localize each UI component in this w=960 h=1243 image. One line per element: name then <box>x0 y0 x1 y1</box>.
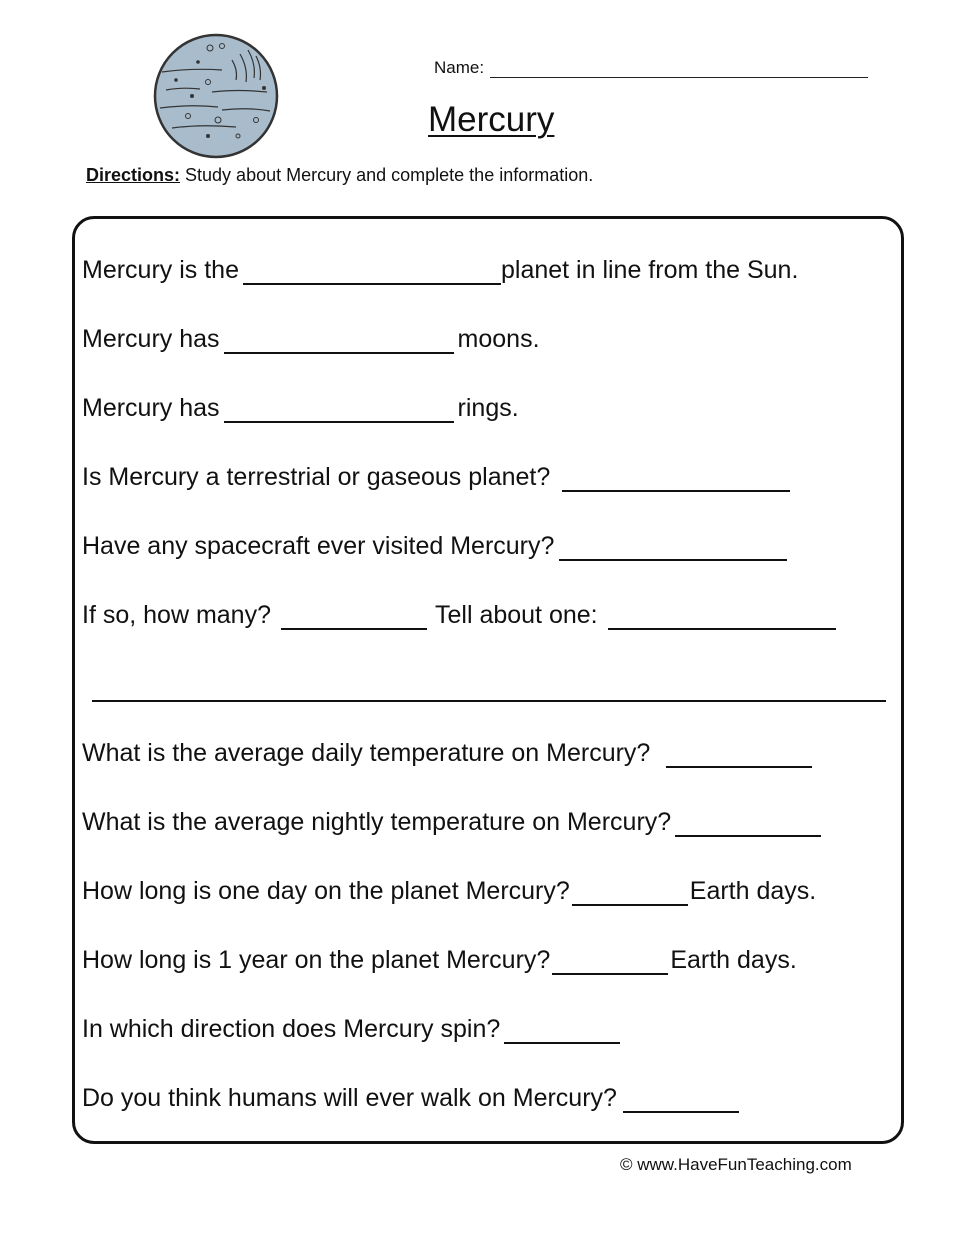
question-10 <box>82 946 797 975</box>
mercury-planet-icon <box>152 32 280 160</box>
question-8-text: What is the average nightly temperature on Mercury? <box>82 808 672 836</box>
answer-blank-4[interactable] <box>562 470 790 492</box>
question-6-text: If so, how many? <box>82 601 271 629</box>
question-5-text: Have any spacecraft ever visited Mercury? <box>82 532 555 560</box>
question-7-text: What is the average daily temperature on Mercury? <box>82 739 651 767</box>
name-input-line[interactable] <box>490 59 868 78</box>
question-1 <box>82 256 798 285</box>
question-3 <box>82 394 519 423</box>
page-title: Mercury <box>428 100 555 139</box>
answer-blank-11[interactable] <box>504 1022 620 1044</box>
question-4-text: Is Mercury a terrestrial or gaseous planet? <box>82 463 551 491</box>
directions-label: Directions: <box>86 165 181 185</box>
answer-blank-8[interactable] <box>675 815 821 837</box>
question-10-text: How long is 1 year on the planet Mercury? <box>82 946 551 974</box>
question-11-text: In which direction does Mercury spin? <box>82 1015 501 1043</box>
answer-blank-1[interactable] <box>243 263 501 285</box>
question-1-suffix: planet in line from the Sun. <box>500 256 799 284</box>
question-12 <box>82 1084 739 1113</box>
question-3-suffix: rings. <box>457 394 519 422</box>
answer-blank-6a[interactable] <box>281 608 427 630</box>
answer-blank-2[interactable] <box>224 332 454 354</box>
question-9-text: How long is one day on the planet Mercury? <box>82 877 570 905</box>
answer-blank-3[interactable] <box>224 401 454 423</box>
answer-line-full-width[interactable] <box>92 700 886 702</box>
question-3-text: Mercury has <box>82 394 220 422</box>
answer-blank-5[interactable] <box>559 539 787 561</box>
answer-blank-10[interactable] <box>552 953 668 975</box>
question-6 <box>82 601 836 630</box>
question-4 <box>82 463 790 492</box>
question-2-text: Mercury has <box>82 325 220 353</box>
answer-blank-7[interactable] <box>666 746 812 768</box>
questions-box <box>72 216 904 1144</box>
name-field <box>434 58 868 78</box>
answer-blank-12[interactable] <box>623 1091 739 1113</box>
question-9-suffix: Earth days. <box>689 877 817 905</box>
question-12-text: Do you think humans will ever walk on Mercury? <box>82 1084 617 1112</box>
question-11 <box>82 1015 620 1044</box>
footer-copyright: © www.HaveFunTeaching.com <box>620 1155 852 1174</box>
question-7 <box>82 739 812 768</box>
directions <box>86 165 593 186</box>
name-label: Name: <box>434 58 485 77</box>
question-2-suffix: moons. <box>457 325 540 353</box>
question-6-followup-text: Tell about one: <box>434 601 598 629</box>
question-5 <box>82 532 787 561</box>
question-2 <box>82 325 540 354</box>
answer-blank-9[interactable] <box>572 884 688 906</box>
question-9 <box>82 877 816 906</box>
question-10-suffix: Earth days. <box>670 946 797 974</box>
question-1-text: Mercury is the <box>82 256 239 284</box>
question-8 <box>82 808 821 837</box>
answer-blank-6b[interactable] <box>608 608 836 630</box>
directions-text: Study about Mercury and complete the information. <box>180 165 594 185</box>
